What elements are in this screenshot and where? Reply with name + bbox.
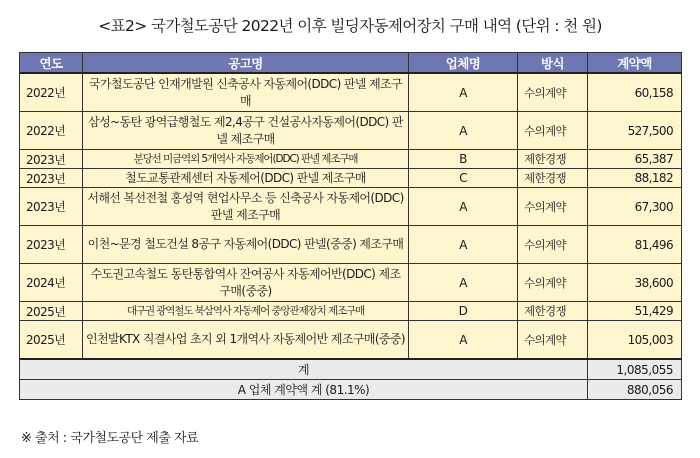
row-notice-name: 대구권 광역철도 북삼역사 자동제어 중앙관제장치 제조구매	[83, 302, 409, 321]
row-method: 제한경쟁	[518, 302, 588, 321]
row-notice-name: 인천발KTX 직결사업 초지 외 1개역사 자동제어반 제조구매(중중)	[83, 321, 409, 360]
row-notice-name: 서해선 복선전철 홍성역 현업사무소 등 신축공사 자동제어(DDC)판넬 제조구매	[83, 188, 409, 226]
table-title: <표2> 국가철도공단 2022년 이후 빌딩자동제어장치 구매 내역 (단위 : 천 원)	[98, 17, 602, 35]
table-row	[20, 150, 682, 169]
total-label: 계	[20, 359, 588, 380]
row-method: 수의계약	[518, 73, 588, 112]
row-notice-name: 삼성~동탄 광역급행철도 제2,4공구 건설공사자동제어(DDC) 판넬 제조구매	[83, 112, 409, 150]
row-vendor: A	[409, 321, 518, 360]
row-method: 수의계약	[518, 188, 588, 226]
header-method: 방식	[518, 53, 588, 74]
row-year: 2023년	[20, 226, 83, 264]
row-year: 2025년	[20, 321, 83, 360]
row-method: 제한경쟁	[518, 169, 588, 188]
subtotal-row	[20, 380, 682, 400]
header-year: 연도	[20, 53, 83, 74]
table-row	[20, 169, 682, 188]
row-amount: 88,182	[588, 169, 682, 188]
row-vendor: B	[409, 150, 518, 169]
row-year: 2023년	[20, 169, 83, 188]
row-amount: 65,387	[588, 150, 682, 169]
total-amount: 1,085,055	[588, 359, 682, 380]
table-row	[20, 321, 682, 360]
total-row	[20, 359, 682, 380]
row-vendor: A	[409, 73, 518, 112]
row-year: 2022년	[20, 112, 83, 150]
row-notice-name: 이천~문경 철도건설 8공구 자동제어(DDC) 판넬(중중) 제조구매	[83, 226, 409, 264]
row-year: 2023년	[20, 150, 83, 169]
header-vendor: 업체명	[409, 53, 518, 74]
table-row	[20, 188, 682, 226]
row-vendor: A	[409, 188, 518, 226]
row-notice-name: 수도권고속철도 동탄통합역사 잔여공사 자동제어반(DDC) 제조구매(중중)	[83, 264, 409, 302]
row-vendor: A	[409, 264, 518, 302]
row-method: 수의계약	[518, 321, 588, 360]
row-vendor: D	[409, 302, 518, 321]
row-amount: 67,300	[588, 188, 682, 226]
row-method: 수의계약	[518, 112, 588, 150]
purchase-history-table	[19, 52, 682, 400]
row-amount: 38,600	[588, 264, 682, 302]
table-row	[20, 73, 682, 112]
table-row	[20, 264, 682, 302]
row-method: 제한경쟁	[518, 150, 588, 169]
row-method: 수의계약	[518, 226, 588, 264]
row-amount: 105,003	[588, 321, 682, 360]
table-row	[20, 302, 682, 321]
table-row	[20, 112, 682, 150]
row-year: 2022년	[20, 73, 83, 112]
row-amount: 51,429	[588, 302, 682, 321]
header-amount: 계약액	[588, 53, 682, 74]
row-amount: 60,158	[588, 73, 682, 112]
row-vendor: A	[409, 112, 518, 150]
row-vendor: C	[409, 169, 518, 188]
table-row	[20, 226, 682, 264]
row-notice-name: 분당선 미금역외 5개역사 자동제어(DDC) 판넬 제조구매	[83, 150, 409, 169]
header-notice-name: 공고명	[83, 53, 409, 74]
row-vendor: A	[409, 226, 518, 264]
source-note: ※ 출처 : 국가철도공단 제출 자료	[21, 431, 199, 446]
row-year: 2025년	[20, 302, 83, 321]
row-notice-name: 철도교통관제센터 자동제어(DDC) 판넬 제조구매	[83, 169, 409, 188]
subtotal-label: A 업체 계약액 계 (81.1%)	[20, 380, 588, 400]
row-year: 2023년	[20, 188, 83, 226]
row-notice-name: 국가철도공단 인재개발원 신축공사 자동제어(DDC) 판넬 제조구매	[83, 73, 409, 112]
table-header-row	[20, 53, 682, 74]
row-amount: 527,500	[588, 112, 682, 150]
row-year: 2024년	[20, 264, 83, 302]
row-amount: 81,496	[588, 226, 682, 264]
row-method: 수의계약	[518, 264, 588, 302]
subtotal-amount: 880,056	[588, 380, 682, 400]
